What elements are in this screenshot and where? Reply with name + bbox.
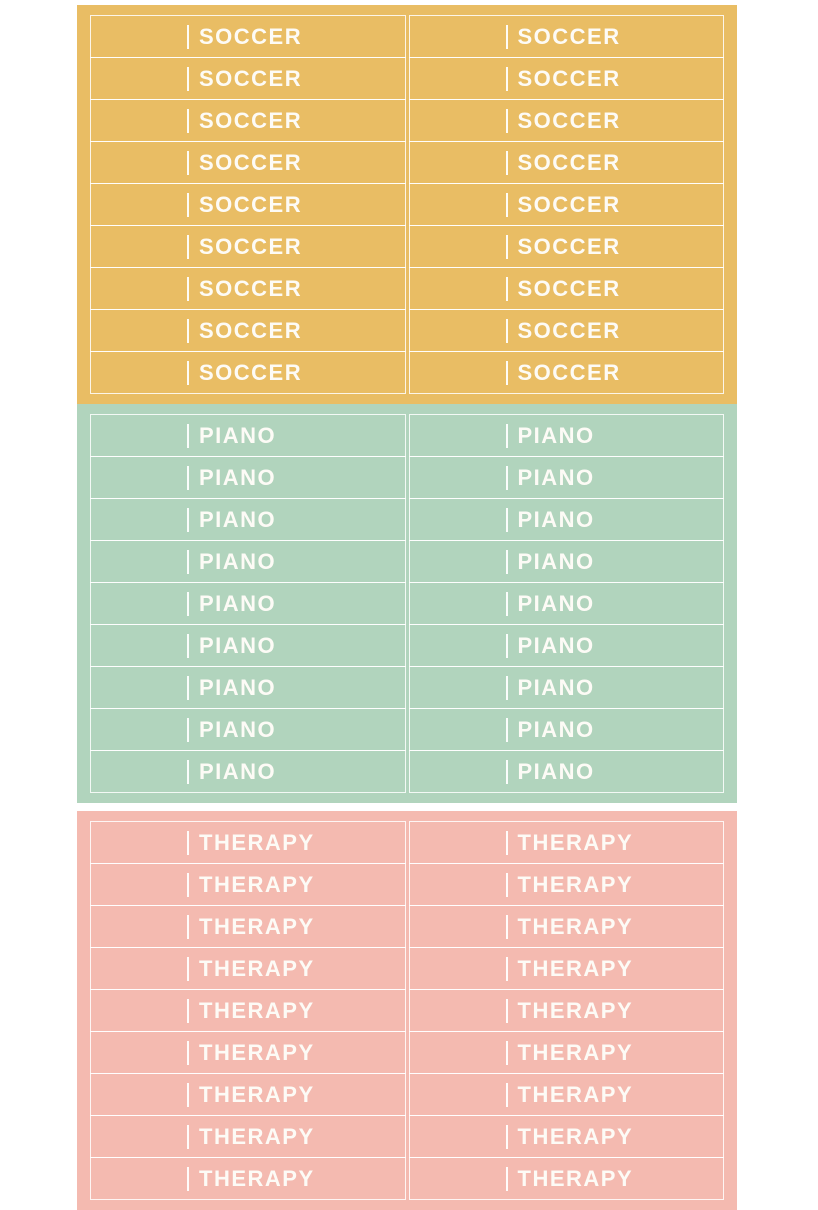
sticker-label-text: SOCCER xyxy=(199,191,303,217)
sticker-label-cell xyxy=(409,57,725,100)
vertical-bar-icon xyxy=(187,1125,189,1149)
sticker-label-text: THERAPY xyxy=(199,997,315,1023)
sticker-row xyxy=(90,821,724,864)
sticker-label-cell xyxy=(90,183,406,226)
sticker-row xyxy=(90,141,724,184)
vertical-bar-icon xyxy=(506,508,508,532)
vertical-bar-icon xyxy=(506,361,508,385)
sticker-row xyxy=(90,624,724,667)
vertical-bar-icon xyxy=(506,634,508,658)
sticker-row xyxy=(90,1157,724,1200)
vertical-bar-icon xyxy=(187,67,189,91)
sticker-label-cell xyxy=(409,947,725,990)
sticker-label-text: THERAPY xyxy=(199,1165,315,1191)
sticker-label-text: SOCCER xyxy=(517,23,621,49)
sticker-label-cell xyxy=(90,666,406,709)
sticker-row xyxy=(90,99,724,142)
sticker-label-cell xyxy=(409,1157,725,1200)
vertical-bar-icon xyxy=(506,151,508,175)
sticker-row xyxy=(90,456,724,499)
sticker-row xyxy=(90,183,724,226)
sticker-row xyxy=(90,540,724,583)
sticker-label-cell xyxy=(90,1031,406,1074)
sticker-row xyxy=(90,309,724,352)
sticker-label-text: SOCCER xyxy=(517,149,621,175)
sticker-label-cell xyxy=(409,821,725,864)
vertical-bar-icon xyxy=(187,957,189,981)
vertical-bar-icon xyxy=(506,873,508,897)
sticker-label-cell xyxy=(409,414,725,457)
sticker-label-cell xyxy=(409,666,725,709)
sticker-row xyxy=(90,267,724,310)
sticker-label-text: THERAPY xyxy=(517,1165,634,1191)
sticker-label-cell xyxy=(90,750,406,793)
sticker-label-cell xyxy=(409,708,725,751)
sticker-label-cell xyxy=(409,1031,725,1074)
vertical-bar-icon xyxy=(506,718,508,742)
sticker-row xyxy=(90,1031,724,1074)
sticker-row xyxy=(90,582,724,625)
sticker-label-cell xyxy=(90,414,406,457)
vertical-bar-icon xyxy=(506,1041,508,1065)
sticker-label-cell xyxy=(90,947,406,990)
sticker-row xyxy=(90,57,724,100)
vertical-bar-icon xyxy=(187,1083,189,1107)
vertical-bar-icon xyxy=(506,676,508,700)
sticker-label-cell xyxy=(409,15,725,58)
sticker-label-cell xyxy=(90,863,406,906)
sticker-label-cell xyxy=(409,99,725,142)
sticker-label-cell xyxy=(90,1157,406,1200)
sticker-label-cell xyxy=(90,821,406,864)
sticker-section-soccer xyxy=(77,5,737,404)
vertical-bar-icon xyxy=(506,1125,508,1149)
sticker-label-text: PIANO xyxy=(199,506,277,532)
sticker-label-cell xyxy=(409,624,725,667)
sticker-label-cell xyxy=(90,1073,406,1116)
vertical-bar-icon xyxy=(506,424,508,448)
vertical-bar-icon xyxy=(187,831,189,855)
sticker-label-cell xyxy=(90,99,406,142)
vertical-bar-icon xyxy=(187,277,189,301)
vertical-bar-icon xyxy=(187,915,189,939)
sticker-row xyxy=(90,989,724,1032)
sticker-label-cell xyxy=(409,225,725,268)
sticker-label-text: THERAPY xyxy=(199,1081,315,1107)
sticker-label-text: PIANO xyxy=(517,464,595,490)
vertical-bar-icon xyxy=(187,1041,189,1065)
vertical-bar-icon xyxy=(187,466,189,490)
vertical-bar-icon xyxy=(187,999,189,1023)
sticker-label-text: SOCCER xyxy=(199,317,303,343)
sticker-label-text: PIANO xyxy=(517,758,595,784)
vertical-bar-icon xyxy=(187,873,189,897)
vertical-bar-icon xyxy=(187,319,189,343)
sticker-label-cell xyxy=(409,989,725,1032)
sticker-label-cell xyxy=(409,183,725,226)
vertical-bar-icon xyxy=(187,592,189,616)
sticker-label-text: THERAPY xyxy=(199,871,315,897)
sticker-label-text: PIANO xyxy=(517,548,595,574)
sticker-row xyxy=(90,1115,724,1158)
sticker-label-text: THERAPY xyxy=(517,913,634,939)
sticker-label-text: SOCCER xyxy=(517,233,621,259)
vertical-bar-icon xyxy=(187,550,189,574)
sticker-label-cell xyxy=(409,1115,725,1158)
vertical-bar-icon xyxy=(506,319,508,343)
sticker-label-cell xyxy=(90,141,406,184)
vertical-bar-icon xyxy=(506,67,508,91)
sticker-label-text: PIANO xyxy=(199,716,277,742)
vertical-bar-icon xyxy=(187,25,189,49)
sticker-label-cell xyxy=(90,905,406,948)
sticker-label-cell xyxy=(90,267,406,310)
sticker-label-cell xyxy=(409,141,725,184)
sticker-label-cell xyxy=(409,863,725,906)
sticker-label-cell xyxy=(409,498,725,541)
sticker-label-text: THERAPY xyxy=(199,1123,315,1149)
sticker-label-cell xyxy=(409,750,725,793)
sticker-label-text: PIANO xyxy=(517,506,595,532)
vertical-bar-icon xyxy=(187,508,189,532)
sticker-label-text: PIANO xyxy=(517,674,595,700)
sticker-section-therapy xyxy=(77,811,737,1210)
vertical-bar-icon xyxy=(506,999,508,1023)
sticker-label-text: PIANO xyxy=(199,548,277,574)
sticker-label-text: SOCCER xyxy=(517,359,621,385)
vertical-bar-icon xyxy=(187,361,189,385)
vertical-bar-icon xyxy=(506,466,508,490)
vertical-bar-icon xyxy=(187,424,189,448)
vertical-bar-icon xyxy=(506,592,508,616)
sticker-label-text: SOCCER xyxy=(199,233,303,259)
vertical-bar-icon xyxy=(187,718,189,742)
vertical-bar-icon xyxy=(506,109,508,133)
sticker-label-text: SOCCER xyxy=(517,275,621,301)
vertical-bar-icon xyxy=(187,235,189,259)
sticker-label-text: PIANO xyxy=(199,590,277,616)
sticker-label-text: SOCCER xyxy=(517,191,621,217)
sticker-label-cell xyxy=(409,540,725,583)
vertical-bar-icon xyxy=(187,1167,189,1191)
sticker-label-cell xyxy=(90,708,406,751)
vertical-bar-icon xyxy=(506,25,508,49)
sticker-label-text: THERAPY xyxy=(517,1081,634,1107)
sticker-label-text: THERAPY xyxy=(517,955,634,981)
sticker-label-text: THERAPY xyxy=(517,1039,634,1065)
vertical-bar-icon xyxy=(506,193,508,217)
sticker-label-text: THERAPY xyxy=(517,829,634,855)
sticker-row xyxy=(90,708,724,751)
sticker-label-text: SOCCER xyxy=(199,65,303,91)
sticker-row xyxy=(90,414,724,457)
sticker-label-text: THERAPY xyxy=(517,1123,634,1149)
sticker-label-cell xyxy=(90,456,406,499)
sticker-label-text: THERAPY xyxy=(199,955,315,981)
sticker-label-text: SOCCER xyxy=(199,275,303,301)
sticker-label-text: PIANO xyxy=(517,422,595,448)
sticker-label-cell xyxy=(90,624,406,667)
vertical-bar-icon xyxy=(506,550,508,574)
sticker-label-text: PIANO xyxy=(199,674,277,700)
sticker-label-text: THERAPY xyxy=(517,871,634,897)
sticker-row xyxy=(90,498,724,541)
sticker-label-cell xyxy=(90,225,406,268)
sticker-label-cell xyxy=(409,1073,725,1116)
vertical-bar-icon xyxy=(506,1167,508,1191)
vertical-bar-icon xyxy=(187,109,189,133)
sticker-row xyxy=(90,947,724,990)
vertical-bar-icon xyxy=(187,760,189,784)
sticker-label-text: SOCCER xyxy=(199,149,303,175)
sticker-label-cell xyxy=(409,351,725,394)
sticker-label-cell xyxy=(409,582,725,625)
sticker-label-text: PIANO xyxy=(517,716,595,742)
sticker-label-text: PIANO xyxy=(199,464,277,490)
sticker-label-cell xyxy=(90,351,406,394)
vertical-bar-icon xyxy=(506,915,508,939)
sticker-label-cell xyxy=(409,456,725,499)
sticker-label-text: SOCCER xyxy=(517,65,621,91)
sticker-label-text: PIANO xyxy=(199,632,277,658)
vertical-bar-icon xyxy=(506,957,508,981)
vertical-bar-icon xyxy=(506,760,508,784)
sticker-label-text: PIANO xyxy=(517,632,595,658)
sticker-label-cell xyxy=(90,1115,406,1158)
sticker-row xyxy=(90,750,724,793)
sticker-row xyxy=(90,351,724,394)
sticker-label-text: PIANO xyxy=(199,422,277,448)
vertical-bar-icon xyxy=(187,151,189,175)
vertical-bar-icon xyxy=(187,193,189,217)
sticker-label-cell xyxy=(409,267,725,310)
sticker-label-text: SOCCER xyxy=(199,23,303,49)
sticker-row xyxy=(90,863,724,906)
sticker-label-cell xyxy=(409,905,725,948)
vertical-bar-icon xyxy=(187,634,189,658)
vertical-bar-icon xyxy=(506,831,508,855)
sticker-label-cell xyxy=(409,309,725,352)
vertical-bar-icon xyxy=(187,676,189,700)
vertical-bar-icon xyxy=(506,1083,508,1107)
sticker-label-text: SOCCER xyxy=(517,317,621,343)
sticker-label-text: SOCCER xyxy=(199,359,303,385)
sticker-row xyxy=(90,666,724,709)
vertical-bar-icon xyxy=(506,277,508,301)
sticker-label-cell xyxy=(90,540,406,583)
sticker-label-cell xyxy=(90,15,406,58)
sticker-label-cell xyxy=(90,582,406,625)
sticker-label-text: SOCCER xyxy=(199,107,303,133)
sticker-row xyxy=(90,905,724,948)
sticker-row xyxy=(90,1073,724,1116)
sticker-label-text: THERAPY xyxy=(199,829,315,855)
sticker-row xyxy=(90,15,724,58)
sticker-label-cell xyxy=(90,498,406,541)
sticker-section-piano xyxy=(77,404,737,803)
sticker-label-cell xyxy=(90,989,406,1032)
sticker-label-text: THERAPY xyxy=(517,997,634,1023)
sticker-label-text: SOCCER xyxy=(517,107,621,133)
sticker-label-text: PIANO xyxy=(199,758,277,784)
sticker-label-text: THERAPY xyxy=(199,1039,315,1065)
vertical-bar-icon xyxy=(506,235,508,259)
sticker-label-cell xyxy=(90,57,406,100)
sticker-row xyxy=(90,225,724,268)
sticker-label-text: PIANO xyxy=(517,590,595,616)
sticker-label-text: THERAPY xyxy=(199,913,315,939)
sticker-label-cell xyxy=(90,309,406,352)
